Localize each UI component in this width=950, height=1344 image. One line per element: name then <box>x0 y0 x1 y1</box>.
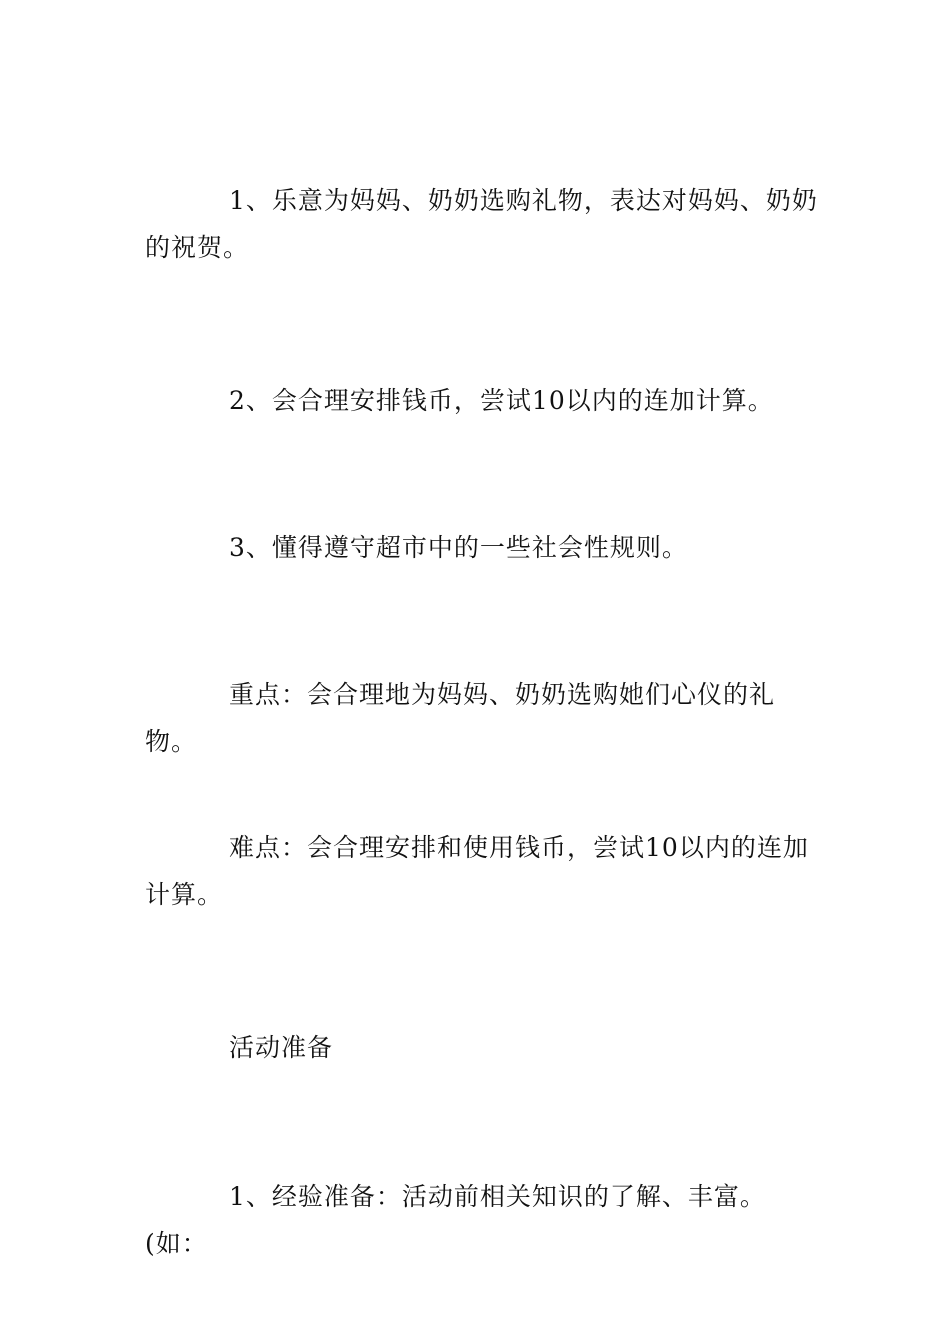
goal-paragraph-2: 2、会合理安排钱币，尝试10以内的连加计算。 <box>229 386 774 415</box>
goal-paragraph-3: 3、懂得遵守超市中的一些社会性规则。 <box>229 533 688 562</box>
preparation-paragraph-1: 1、经验准备：活动前相关知识的了解、丰富。(如： <box>145 1182 766 1258</box>
goal-paragraph-1: 1、乐意为妈妈、奶奶选购礼物，表达对妈妈、奶奶的祝贺。 <box>145 186 818 262</box>
key-point-paragraph: 重点：会合理地为妈妈、奶奶选购她们心仪的礼物。 <box>145 680 776 756</box>
section-heading-preparation: 活动准备 <box>229 1033 334 1062</box>
difficulty-paragraph: 难点：会合理安排和使用钱币，尝试10以内的连加计算。 <box>145 833 809 909</box>
